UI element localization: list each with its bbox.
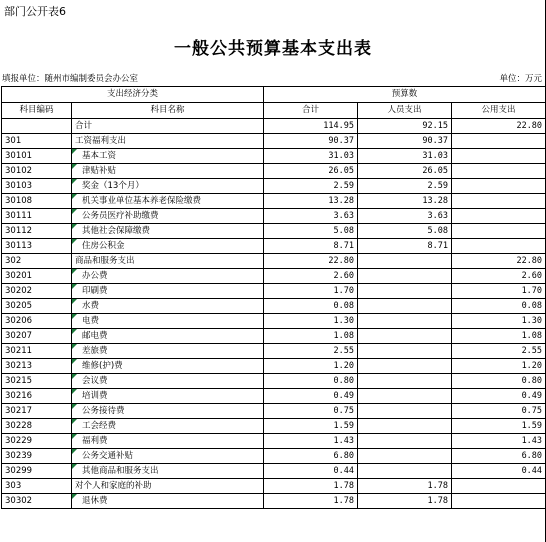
row-name: 维修(护)费 [72, 359, 264, 374]
row-name: 差旅费 [72, 344, 264, 359]
row-name: 其他商品和服务支出 [72, 464, 264, 479]
row-total: 1.43 [264, 434, 358, 449]
row-public: 22.80 [452, 119, 546, 134]
row-code: 30112 [2, 224, 72, 239]
row-personnel: 31.03 [358, 149, 452, 164]
header-total: 合计 [264, 103, 358, 119]
table-row [2, 434, 546, 449]
row-total: 13.28 [264, 194, 358, 209]
row-public: 1.43 [452, 434, 546, 449]
row-total: 8.71 [264, 239, 358, 254]
row-total: 1.08 [264, 329, 358, 344]
row-name: 机关事业单位基本养老保险缴费 [72, 194, 264, 209]
row-public: 22.80 [452, 254, 546, 269]
row-public: 1.59 [452, 419, 546, 434]
row-personnel [358, 269, 452, 284]
row-public: 2.60 [452, 269, 546, 284]
row-total: 0.80 [264, 374, 358, 389]
row-name: 培训费 [72, 389, 264, 404]
row-public: 1.30 [452, 314, 546, 329]
header-name: 科目名称 [72, 103, 264, 119]
table-row [2, 359, 546, 374]
table-row [2, 179, 546, 194]
row-personnel: 8.71 [358, 239, 452, 254]
row-code: 30205 [2, 299, 72, 314]
row-personnel: 5.08 [358, 224, 452, 239]
form-number: 部门公开表6 [4, 5, 66, 18]
table-row [2, 344, 546, 359]
table-row [2, 149, 546, 164]
row-code: 30215 [2, 374, 72, 389]
row-personnel [358, 374, 452, 389]
row-personnel [358, 404, 452, 419]
row-name: 印刷费 [72, 284, 264, 299]
row-code: 30113 [2, 239, 72, 254]
row-code: 301 [2, 134, 72, 149]
header-budget: 预算数 [264, 87, 546, 103]
row-code: 30207 [2, 329, 72, 344]
row-personnel: 1.78 [358, 494, 452, 509]
row-total: 0.08 [264, 299, 358, 314]
reporting-unit: 填报单位：随州市编制委员会办公室 [2, 74, 139, 84]
currency-unit: 单位：万元 [499, 74, 542, 84]
row-personnel: 2.59 [358, 179, 452, 194]
row-public: 0.80 [452, 374, 546, 389]
row-public [452, 239, 546, 254]
row-personnel [358, 419, 452, 434]
row-public: 0.44 [452, 464, 546, 479]
row-public [452, 134, 546, 149]
row-total: 3.63 [264, 209, 358, 224]
row-name: 退休费 [72, 494, 264, 509]
header-economic-class: 支出经济分类 [2, 87, 264, 103]
row-public [452, 479, 546, 494]
table-row [2, 449, 546, 464]
row-public [452, 224, 546, 239]
row-code: 30217 [2, 404, 72, 419]
row-name: 水费 [72, 299, 264, 314]
row-total: 1.78 [264, 494, 358, 509]
row-personnel [358, 329, 452, 344]
row-total: 22.80 [264, 254, 358, 269]
row-code: 30101 [2, 149, 72, 164]
row-name: 办公费 [72, 269, 264, 284]
row-name: 电费 [72, 314, 264, 329]
row-total: 2.60 [264, 269, 358, 284]
row-public: 0.49 [452, 389, 546, 404]
row-total: 31.03 [264, 149, 358, 164]
row-name: 对个人和家庭的补助 [72, 479, 264, 494]
row-total: 1.30 [264, 314, 358, 329]
row-code: 30202 [2, 284, 72, 299]
row-total: 0.44 [264, 464, 358, 479]
row-total: 0.49 [264, 389, 358, 404]
row-personnel [358, 299, 452, 314]
row-personnel [358, 464, 452, 479]
row-code: 30211 [2, 344, 72, 359]
row-code: 30229 [2, 434, 72, 449]
row-public [452, 209, 546, 224]
row-code: 303 [2, 479, 72, 494]
row-personnel [358, 344, 452, 359]
row-total: 1.70 [264, 284, 358, 299]
row-name: 公务员医疗补助缴费 [72, 209, 264, 224]
row-total: 26.05 [264, 164, 358, 179]
row-code: 30206 [2, 314, 72, 329]
row-total: 1.78 [264, 479, 358, 494]
row-public: 2.55 [452, 344, 546, 359]
table-row [2, 269, 546, 284]
row-code: 30228 [2, 419, 72, 434]
row-code: 302 [2, 254, 72, 269]
header-code: 科目编码 [2, 103, 72, 119]
row-public [452, 179, 546, 194]
row-name: 工资福利支出 [72, 134, 264, 149]
table-row [2, 134, 546, 149]
row-public: 0.75 [452, 404, 546, 419]
row-name: 奖金（13个月） [72, 179, 264, 194]
row-name: 住房公积金 [72, 239, 264, 254]
table-row [2, 224, 546, 239]
row-public [452, 494, 546, 509]
table-row [2, 194, 546, 209]
budget-table [1, 86, 546, 509]
row-code: 30216 [2, 389, 72, 404]
row-code: 30108 [2, 194, 72, 209]
table-row [2, 374, 546, 389]
row-public: 1.20 [452, 359, 546, 374]
row-personnel: 26.05 [358, 164, 452, 179]
row-public [452, 149, 546, 164]
row-total: 90.37 [264, 134, 358, 149]
row-name: 公务接待费 [72, 404, 264, 419]
row-code: 30302 [2, 494, 72, 509]
table-row [2, 164, 546, 179]
row-code [2, 119, 72, 134]
row-total: 1.59 [264, 419, 358, 434]
row-name: 其他社会保障缴费 [72, 224, 264, 239]
row-personnel: 13.28 [358, 194, 452, 209]
row-personnel: 1.78 [358, 479, 452, 494]
row-personnel [358, 284, 452, 299]
table-row [2, 119, 546, 134]
row-name: 商品和服务支出 [72, 254, 264, 269]
row-name: 福利费 [72, 434, 264, 449]
page-title: 一般公共预算基本支出表 [174, 39, 372, 59]
row-code: 30111 [2, 209, 72, 224]
row-code: 30103 [2, 179, 72, 194]
row-personnel: 92.15 [358, 119, 452, 134]
table-row [2, 209, 546, 224]
table-row [2, 479, 546, 494]
row-personnel [358, 314, 452, 329]
table-row [2, 314, 546, 329]
row-personnel [358, 434, 452, 449]
row-personnel [358, 254, 452, 269]
table-row [2, 404, 546, 419]
row-personnel: 90.37 [358, 134, 452, 149]
header-public: 公用支出 [452, 103, 546, 119]
table-row [2, 239, 546, 254]
row-code: 30299 [2, 464, 72, 479]
row-public: 1.08 [452, 329, 546, 344]
row-personnel [358, 389, 452, 404]
row-name: 工会经费 [72, 419, 264, 434]
table-row [2, 254, 546, 269]
table-row [2, 389, 546, 404]
row-public: 0.08 [452, 299, 546, 314]
table-row [2, 464, 546, 479]
table-row [2, 284, 546, 299]
row-public [452, 194, 546, 209]
row-total: 2.55 [264, 344, 358, 359]
row-personnel [358, 359, 452, 374]
table-row [2, 299, 546, 314]
row-name: 公务交通补贴 [72, 449, 264, 464]
row-name: 会议费 [72, 374, 264, 389]
row-total: 1.20 [264, 359, 358, 374]
row-name: 津贴补贴 [72, 164, 264, 179]
row-name: 基本工资 [72, 149, 264, 164]
row-code: 30102 [2, 164, 72, 179]
row-total: 114.95 [264, 119, 358, 134]
table-row [2, 419, 546, 434]
row-total: 6.80 [264, 449, 358, 464]
table-row [2, 494, 546, 509]
header-personnel: 人员支出 [358, 103, 452, 119]
row-name: 邮电费 [72, 329, 264, 344]
row-public [452, 164, 546, 179]
row-code: 30201 [2, 269, 72, 284]
row-personnel: 3.63 [358, 209, 452, 224]
row-code: 30213 [2, 359, 72, 374]
row-code: 30239 [2, 449, 72, 464]
row-total: 5.08 [264, 224, 358, 239]
row-total: 2.59 [264, 179, 358, 194]
row-public: 6.80 [452, 449, 546, 464]
table-row [2, 329, 546, 344]
row-personnel [358, 449, 452, 464]
row-total: 0.75 [264, 404, 358, 419]
row-name: 合计 [72, 119, 264, 134]
row-public: 1.70 [452, 284, 546, 299]
